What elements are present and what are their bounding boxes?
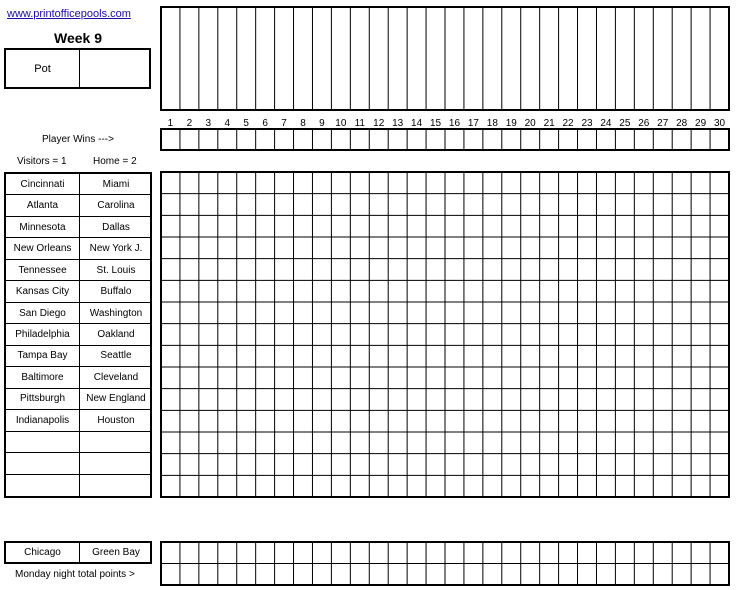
player-column-number: 24 bbox=[600, 118, 612, 129]
visitor-team: Cincinnati bbox=[20, 178, 65, 190]
home-team: Houston bbox=[97, 414, 135, 426]
monday-visitor: Chicago bbox=[24, 547, 61, 558]
player-column-number: 6 bbox=[262, 118, 268, 129]
player-column-number: 18 bbox=[486, 118, 498, 129]
player-column-number: 4 bbox=[224, 118, 231, 129]
home-team: Oakland bbox=[97, 328, 135, 340]
player-column-number: 5 bbox=[243, 118, 249, 129]
visitor-team: Tampa Bay bbox=[17, 350, 68, 362]
player-column-number: 19 bbox=[505, 118, 517, 129]
visitor-team: Indianapolis bbox=[15, 414, 70, 426]
visitor-team: Kansas City bbox=[15, 286, 70, 298]
home-team: Carolina bbox=[97, 200, 135, 212]
site-link[interactable]: www.printofficepools.com bbox=[7, 8, 131, 20]
player-column-number: 30 bbox=[713, 118, 726, 129]
player-column-number: 10 bbox=[335, 118, 347, 129]
player-column-number: 21 bbox=[543, 118, 555, 129]
player-column-number: 14 bbox=[411, 118, 423, 129]
player-column-number: 29 bbox=[695, 118, 707, 129]
home-team: Cleveland bbox=[93, 371, 139, 383]
player-column-number: 17 bbox=[467, 118, 479, 129]
player-column-number: 27 bbox=[657, 118, 669, 129]
home-team: Dallas bbox=[102, 221, 130, 233]
player-column-number: 22 bbox=[562, 118, 574, 129]
home-team: Buffalo bbox=[100, 286, 132, 298]
player-column-number: 12 bbox=[373, 118, 385, 129]
home-team: New England bbox=[86, 393, 146, 405]
visitor-team: Baltimore bbox=[21, 371, 64, 383]
home-team: St. Louis bbox=[96, 264, 136, 276]
visitor-team: Pittsburgh bbox=[19, 393, 66, 405]
visitor-team: Minnesota bbox=[19, 221, 66, 233]
visitor-team: Atlanta bbox=[26, 200, 59, 212]
home-team: Miami bbox=[102, 178, 130, 190]
visitor-team: Philadelphia bbox=[15, 328, 70, 340]
player-column-number: 9 bbox=[319, 118, 325, 129]
player-column-number: 13 bbox=[392, 118, 404, 129]
player-column-number: 15 bbox=[429, 118, 442, 129]
monday-points-label: Monday night total points > bbox=[15, 569, 135, 580]
monday-home: Green Bay bbox=[92, 547, 140, 558]
player-column-number: 16 bbox=[448, 118, 461, 129]
visitor-team: San Diego bbox=[19, 307, 66, 319]
player-column-number: 26 bbox=[638, 118, 650, 129]
player-column-number: 2 bbox=[186, 118, 193, 129]
home-team: Seattle bbox=[100, 350, 132, 362]
pot-label: Pot bbox=[34, 63, 51, 75]
home-team: Washington bbox=[89, 307, 143, 319]
visitor-team: New Orleans bbox=[13, 243, 72, 255]
player-column-number: 25 bbox=[619, 118, 631, 129]
visitor-team: Tennessee bbox=[18, 264, 67, 276]
player-column-number: 1 bbox=[167, 118, 174, 129]
player-column-number: 20 bbox=[524, 118, 536, 129]
visitors-label: Visitors = 1 bbox=[17, 156, 67, 167]
home-team: New York J. bbox=[89, 243, 143, 255]
player-column-number: 3 bbox=[205, 118, 212, 129]
home-label: Home = 2 bbox=[93, 156, 137, 167]
player-column-number: 7 bbox=[281, 118, 287, 129]
player-column-number: 11 bbox=[354, 118, 365, 129]
player-column-number: 8 bbox=[300, 118, 306, 129]
player-column-number: 28 bbox=[676, 118, 688, 129]
player-column-number: 23 bbox=[581, 118, 593, 129]
player-wins-label: Player Wins ---> bbox=[42, 134, 114, 145]
week-title: Week 9 bbox=[54, 30, 102, 46]
